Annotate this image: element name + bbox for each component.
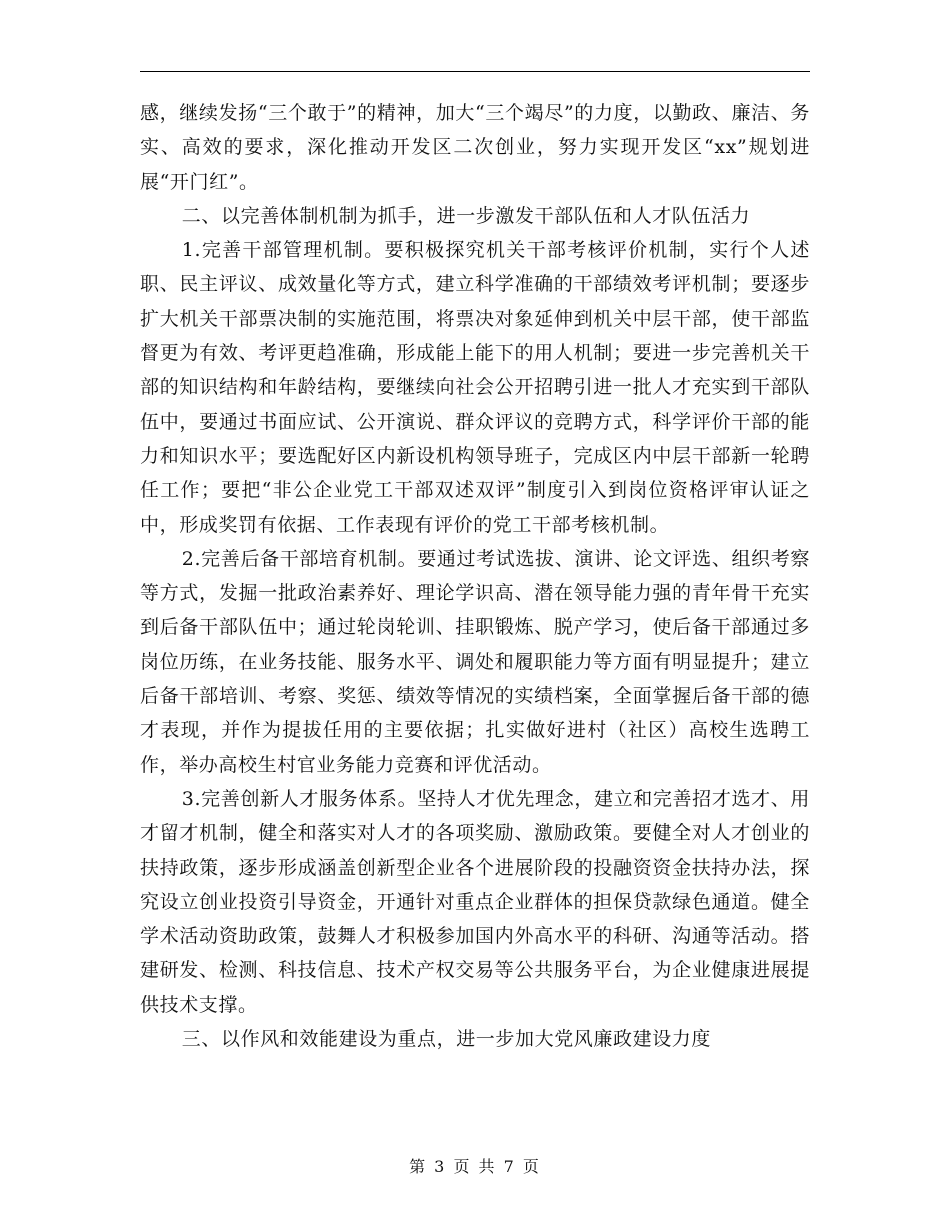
paragraph-item-2: 2.完善后备干部培育机制。要通过考试选拔、演讲、论文评选、组织考察等方式，发掘一批政治素养好、理论学识高、潜在领导能力强的青年骨干充实到后备干部队伍中；通过轮岗轮训、挂职锻炼、脱产学习，使后备干部通过多岗位历练，在业务技能、服务水平、调处和履职能力等方面有明显提升；建立后备干部培训、考察、奖惩、绩效等情况的实绩档案，全面掌握后备干部的德才表现，并作为提拔任用的主要依据；扎实做好进村（社区）高校生选聘工作，举办高校生村官业务能力竞赛和评优活动。 <box>140 547 810 776</box>
paragraph-item-1: 1.完善干部管理机制。要积极探究机关干部考核评价机制，实行个人述职、民主评议、成效量化等方式，建立科学准确的干部绩效考评机制；要逐步扩大机关干部票决制的实施范围，将票决对象延伸到机关中层干部，使干部监督更为有效、考评更趋准确，形成能上能下的用人机制；要进一步完善机关干部的知识结构和年龄结构，要继续向社会公开招聘引进一批人才充实到干部队伍中，要通过书面应试、公开演说、群众评议的竞聘方式，科学评价干部的能力和知识水平；要选配好区内新设机构领导班子，完成区内中层干部新一轮聘任工作；要把“非公企业党工干部双述双评”制度引入到岗位资格评审认证之中，形成奖罚有依据、工作表现有评价的党工干部考核机制。 <box>140 239 810 536</box>
section-heading-2: 二、以完善体制机制为抓手，进一步激发干部队伍和人才队伍活力 <box>181 204 751 227</box>
paragraph-continuation: 感，继续发扬“三个敢于”的精神，加大“三个竭尽”的力度，以勤政、廉洁、务实、高效的要求，深化推动开发区二次创业，努力实现开发区“xx”规划进展“开门红”。 <box>140 102 810 193</box>
paragraph-item-3: 3.完善创新人才服务体系。坚持人才优先理念，建立和完善招才选才、用才留才机制，健全和落实对人才的各项奖励、激励政策。要健全对人才创业的扶持政策，逐步形成涵盖创新型企业各个进展阶段的投融资资金扶持办法，探究设立创业投资引导资金，开通针对重点企业群体的担保贷款绿色通道。健全学术活动资助政策，鼓舞人才积极参加国内外高水平的科研、沟通等活动。搭建研发、检测、科技信息、技术产权交易等公共服务平台，为企业健康进展提供技术支撑。 <box>140 787 810 1016</box>
header-rule <box>140 71 810 72</box>
page-number-footer: 第 3 页 共 7 页 <box>409 1157 541 1176</box>
document-body <box>140 96 810 1056</box>
section-heading-3: 三、以作风和效能建设为重点，进一步加大党风廉政建设力度 <box>181 1028 711 1051</box>
